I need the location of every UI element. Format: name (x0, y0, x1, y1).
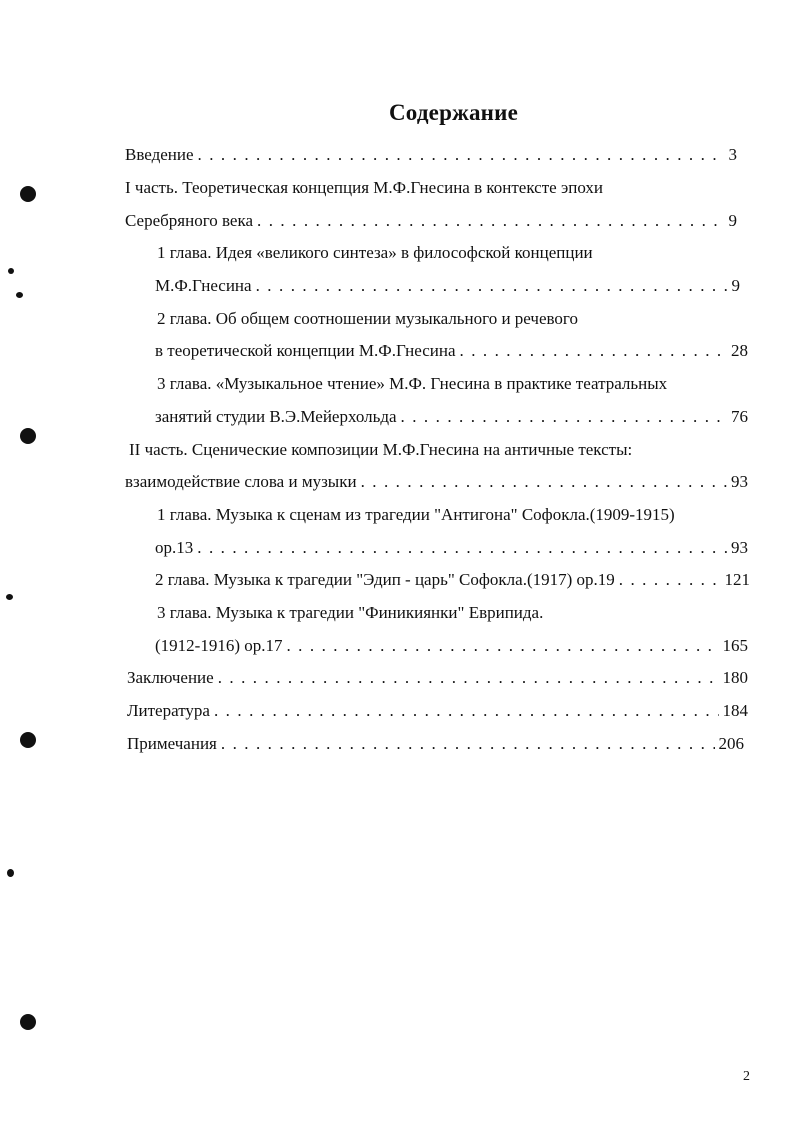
toc-page-number: 206 (718, 734, 744, 753)
punch-hole (20, 732, 36, 748)
scan-speck (7, 869, 14, 877)
toc-entry-p1c2[interactable] (155, 340, 748, 362)
toc-entry-p2c1-line1: 1 глава. Музыка к сценам из трагедии "Антигона" Софокла.(1909-1915) (157, 505, 675, 524)
dot-leader (286, 635, 718, 657)
punch-hole (20, 428, 36, 444)
toc-entry-label: в теоретической концепции М.Ф.Гнесина (155, 341, 456, 360)
page-number: 2 (743, 1069, 750, 1084)
dot-leader (257, 210, 724, 232)
dot-leader (361, 471, 727, 493)
toc-entry-p1c3-line1: 3 глава. «Музыкальное чтение» М.Ф. Гнесина в практике театральных (157, 374, 668, 393)
toc-entry-intro[interactable] (125, 144, 737, 166)
toc-page-number: 9 (731, 276, 740, 295)
dot-leader (214, 700, 719, 722)
toc-page-number: 93 (731, 472, 748, 491)
scan-speck (16, 292, 23, 298)
toc-entry-label: М.Ф.Гнесина (155, 276, 252, 295)
toc-entry-notes[interactable] (127, 733, 744, 755)
toc-page-number: 93 (731, 538, 748, 557)
toc-entry-p2c3[interactable] (155, 635, 748, 657)
dot-leader (256, 275, 728, 297)
toc-page-number: 3 (728, 145, 737, 164)
toc-entry-label: Литература (127, 701, 210, 720)
toc-entry-p1c1[interactable] (155, 275, 740, 297)
toc-page-number: 9 (728, 211, 737, 230)
toc-entry-part2-line1: II часть. Сценические композиции М.Ф.Гнесина на античные тексты: (129, 440, 633, 459)
scan-speck (6, 594, 13, 600)
toc-entry-label: взаимодействие слова и музыки (125, 472, 357, 491)
toc-entry-part1[interactable] (125, 210, 737, 232)
toc-page-number: 165 (722, 636, 748, 655)
punch-hole (20, 186, 36, 202)
punch-hole (20, 1014, 36, 1030)
toc-entry-p2c3-line1: 3 глава. Музыка к трагедии "Финикиянки" Еврипида. (157, 603, 544, 622)
toc-page-number: 184 (722, 701, 748, 720)
toc-entry-label: Примечания (127, 734, 217, 753)
dot-leader (401, 406, 727, 428)
toc-entry-p2c1[interactable] (155, 537, 748, 559)
dot-leader (197, 537, 727, 559)
dot-leader (460, 340, 728, 362)
toc-entry-label: Заключение (127, 668, 214, 687)
toc-entry-part2[interactable] (125, 471, 748, 493)
toc-page-number: 180 (722, 668, 748, 687)
toc-page-number: 121 (724, 570, 750, 589)
page-title: Содержание (389, 100, 518, 125)
toc-entry-label: Серебряного века (125, 211, 254, 230)
toc-entry-p1c1-line1: 1 глава. Идея «великого синтеза» в философской концепции (157, 243, 593, 262)
toc-entry-label: (1912-1916) op.17 (155, 636, 283, 655)
dot-leader (221, 733, 715, 755)
toc-entry-part1-line1: I часть. Теоретическая концепция М.Ф.Гнесина в контексте эпохи (125, 178, 604, 197)
dot-leader (218, 667, 719, 689)
toc-entry-p1c2-line1: 2 глава. Об общем соотношении музыкального и речевого (157, 309, 578, 328)
toc-entry-label: занятий студии В.Э.Мейерхольда (155, 407, 397, 426)
dot-leader (619, 569, 721, 591)
dot-leader (198, 144, 725, 166)
toc-entry-p1c3[interactable] (155, 406, 748, 428)
toc-entry-literature[interactable] (127, 700, 748, 722)
toc-entry-label: Введение (125, 145, 194, 164)
toc-page-number: 28 (731, 341, 748, 360)
toc-entry-label: 2 глава. Музыка к трагедии "Эдип - царь" Софокла.(1917) op.19 (155, 570, 615, 589)
toc-page-number: 76 (731, 407, 748, 426)
toc-entry-conclusion[interactable] (127, 667, 748, 689)
toc-entry-label: op.13 (155, 538, 194, 557)
scan-speck (8, 268, 14, 274)
toc-entry-p2c2[interactable] (155, 569, 750, 591)
